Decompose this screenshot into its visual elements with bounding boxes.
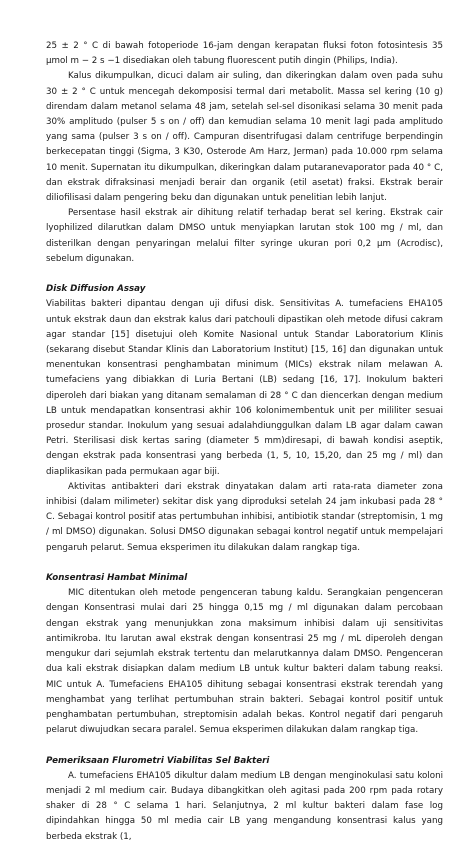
mic-heading: Konsentrasi Hambat Minimal bbox=[46, 573, 188, 584]
mic-paragraph-1: MIC ditentukan oleh metode pengenceran tabung kaldu. Serangkaian pengenceran dengan Konsentrasi mulai dari 25 hingga 0,15 mg / ml digunakan dalam percobaan dengan ekstrak yang menunjukkan zona maksimum inhibisi dalam uji sensitivitas antimikroba. Itu larutan awal ekstrak dengan konsentrasi 25 mg / mL diperoleh dengan mengukur dari sejumlah ekstrak tertentu dan melarutkannya dalam DMSO. Pengenceran dua kali ekstrak disiapkan dalam medium LB untuk kultur bakteri dalam tabung reaksi. MIC untuk A. Tumefaciens EHA105 dihitung sebagai konsentrasi ekstrak terendah yang menghambat yang terlihat pertumbuhan strain bakteri. Sebagai kontrol positif untuk penghambatan pertumbuhan, streptomisin adalah bekas. Kontrol negatif dari pengaruh pelarut diwujudkan secara paralel. Semua eksperimen dilakukan dalam rangkap tiga. bbox=[46, 588, 443, 736]
intro-paragraph-3: Persentase hasil ekstrak air dihitung relatif terhadap berat sel kering. Ekstrak cair lyophilized dilarutkan dalam DMSO untuk menyiapkan larutan stok 100 mg / ml, dan disterilkan dengan penyaringan melalui filter syringe ukuran pori 0,2 µm (Acrodisc), sebelum digunakan. bbox=[46, 208, 443, 264]
disk-diffusion-heading: Disk Diffusion Assay bbox=[46, 284, 146, 295]
intro-paragraph-2: Kalus dikumpulkan, dicuci dalam air suling, dan dikeringkan dalam oven pada suhu 30 ± 2 ° C untuk mencegah dekomposisi termal dari metabolit. Massa sel kering (10 g) direndam dalam metanol selama 48 jam, setelah sel-sel disonikasi selama 30 menit pada 30% amplitudo (pulser 5 s on / off) dan kemudian selama 10 menit lagi pada amplitudo yang sama (pulser 3 s on / off). Campuran disentrifugasi dalam centrifuge berpendingin berkecepatan tinggi (Sigma, 3 K30, Osterode Am Harz, Jerman) pada 10.000 rpm selama 10 menit. Supernatan itu dikumpulkan, dikeringkan dalam putaranevaporator pada 40 ° C, dan ekstrak difraksinasi menjadi berair dan organik (etil asetat) fraksi. Ekstrak berair diliofilisasi dalam pengering beku dan digunakan untuk penelitian lebih lanjut. bbox=[46, 71, 443, 204]
section-gap bbox=[46, 738, 443, 753]
section-gap bbox=[46, 556, 443, 571]
section-gap bbox=[46, 267, 443, 282]
disk-diffusion-paragraph-1: Viabilitas bakteri dipantau dengan uji difusi disk. Sensitivitas A. tumefaciens EHA105 untuk ekstrak daun dan ekstrak kalus dari patchouli dipastikan oleh metode difusi cakram agar standar [15] disetujui oleh Komite Nasional untuk Standar Laboratorium Klinis (sekarang disebut Standar Klinis dan Laboratorium Institut) [15, 16] dan digunakan untuk menentukan konsentrasi penghambatan minimum (MICs) ekstrak nilam melawan A. tumefaciens yang dibiakkan di Luria Bertani (LB) sedang [16, 17]. Inokulum bakteri diperoleh dari biakan yang ditanam semalaman di 28 ° C dan diencerkan dengan medium LB untuk mendapatkan konsentrasi akhir 106 kolonimembentuk unit per mililiter sesuai prosedur standar. Inokulum yang sesuai adalahdiunggulkan dalam LB agar dalam cawan Petri. Sterilisasi disk kertas saring (diameter 5 mm)diresapi, di bawah kondisi aseptik, dengan ekstrak pada konsentrasi yang berbeda (1, 5, 10, 15,20, dan 25 mg / ml) dan diaplikasikan pada permukaan agar biji. bbox=[46, 299, 443, 477]
intro-paragraph-1: 25 ± 2 ° C di bawah fotoperiode 16-jam dengan kerapatan fluksi foton fotosintesis 35 µmol m − 2 s −1 disediakan oleh tabung fluorescent putih dingin (Philips, India). bbox=[46, 41, 443, 67]
disk-diffusion-paragraph-2: Aktivitas antibakteri dari ekstrak dinyatakan dalam arti rata-rata diameter zona inhibisi (dalam milimeter) sekitar disk yang diproduksi setelah 24 jam inkubasi pada 28 ° C. Sebagai kontrol positif atas pertumbuhan inhibisi, antibiotik standar (streptomisin, 1 mg / ml DMSO) digunakan. Solusi DMSO digunakan sebagai kontrol negatif untuk mempelajari pengaruh pelarut. Semua eksperimen itu dilakukan dalam rangkap tiga. bbox=[46, 481, 443, 553]
fluorometry-paragraph-1: A. tumefaciens EHA105 dikultur dalam medium LB dengan menginokulasi satu koloni menjadi 2 ml medium cair. Budaya dibangkitkan oleh agitasi pada 200 rpm pada rotary shaker di 28 ° C selama 1 hari. Selanjutnya, 2 ml kultur bakteri dalam fase log dipindahkan hingga 50 ml media cair LB yang mengandung konsentrasi kalus yang berbeda ekstrak (1, bbox=[46, 770, 443, 842]
fluorometry-heading: Pemeriksaan Flurometri Viabilitas Sel Bakteri bbox=[46, 755, 270, 766]
